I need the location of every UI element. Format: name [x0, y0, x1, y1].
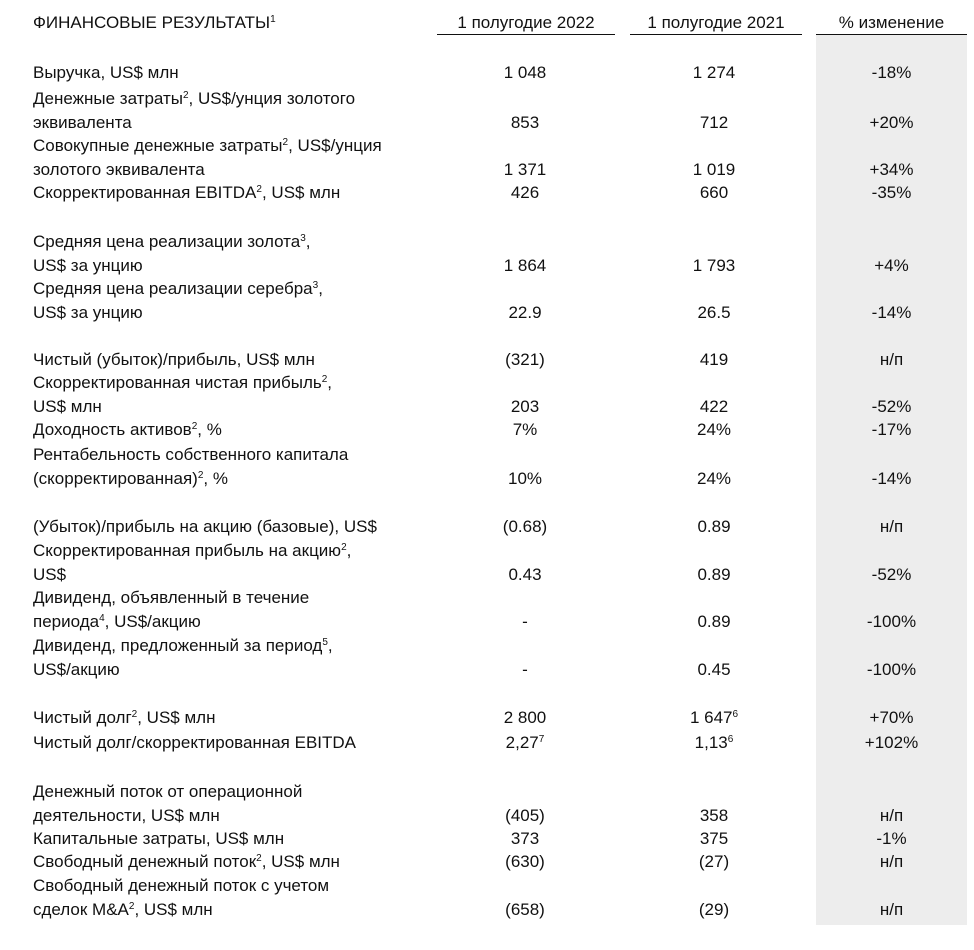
- value-change-text: +4%: [874, 255, 909, 275]
- table-row: [0, 418, 974, 442]
- value-2022: [445, 515, 605, 539]
- value-2021: [634, 563, 794, 587]
- value-change: [816, 348, 967, 372]
- value-2022-text: 1 048: [503, 63, 547, 82]
- value-2021: [634, 731, 794, 755]
- value-2022-text: 373: [510, 829, 540, 848]
- row-label-line: [33, 586, 453, 610]
- value-2022-text: 2,27: [505, 733, 539, 752]
- table-title: ФИНАНСОВЫЕ РЕЗУЛЬТАТЫ$^1$: [33, 13, 276, 32]
- value-2021-text: 0.89: [697, 564, 731, 584]
- row-label: [33, 539, 453, 586]
- value-2022: [445, 731, 605, 755]
- value-2021-text: 375: [699, 829, 729, 848]
- value-change-text: -14%: [871, 468, 912, 488]
- value-change: [816, 563, 967, 587]
- table-row: [0, 61, 974, 85]
- value-change-text: -1%: [876, 829, 907, 848]
- value-2021: [634, 804, 794, 828]
- value-2022: [445, 898, 605, 922]
- value-2021: [634, 610, 794, 634]
- value-2021: [634, 158, 794, 182]
- value-2021: [634, 254, 794, 278]
- row-label-line: [33, 230, 453, 254]
- row-label-line: [33, 277, 453, 301]
- value-2022-text: 203: [510, 396, 540, 416]
- row-label-line: [33, 87, 453, 111]
- row-label-text: сделок M&A: [33, 899, 129, 919]
- row-label-text: , US$ млн: [261, 852, 340, 871]
- footnote-marker: 5: [322, 637, 328, 648]
- value-change: [816, 898, 967, 922]
- row-label-text: , US$ млн: [261, 183, 341, 202]
- row-label: [33, 850, 453, 874]
- value-change: [816, 418, 967, 442]
- column-header-2022: 1 полугодие 2022: [437, 13, 615, 35]
- value-change: [816, 158, 967, 182]
- row-label-text: , US$ млн: [137, 708, 216, 727]
- value-2022: [445, 61, 605, 85]
- row-label-text: (скорректированная): [33, 468, 198, 488]
- value-change-text: -52%: [871, 564, 912, 584]
- table-row: [0, 348, 974, 372]
- row-label-line: [33, 706, 453, 730]
- value-2021-text: 422: [699, 396, 729, 416]
- row-label-line: [33, 874, 453, 898]
- value-2021-text: (29): [698, 899, 730, 919]
- footnote-marker: 2: [131, 709, 138, 720]
- value-change: [816, 301, 967, 325]
- value-2022: [445, 181, 605, 205]
- value-2022-text: (630): [505, 852, 545, 871]
- table-row: [0, 181, 974, 205]
- row-label-text: Скорректированная прибыль на акцию: [33, 541, 342, 560]
- value-2022-text: 426: [510, 183, 540, 202]
- value-change: [816, 706, 967, 730]
- value-2022-text: -: [522, 659, 528, 679]
- row-label-text: Скорректированная чистая прибыль: [33, 373, 322, 392]
- value-2021-text: 712: [699, 112, 729, 132]
- value-change: [816, 850, 967, 874]
- value-change-text: н/п: [879, 899, 904, 919]
- row-label-text: US$ млн: [33, 396, 102, 416]
- value-2021-text: 1 019: [692, 159, 736, 179]
- row-label-text: периода: [33, 611, 100, 631]
- footnote-marker: 4: [99, 612, 105, 624]
- value-change: [816, 181, 967, 205]
- row-label: [33, 348, 453, 372]
- row-label-line: [33, 563, 453, 587]
- table-row: [0, 586, 974, 633]
- value-2022: [445, 111, 605, 135]
- footnote-marker: 2: [182, 90, 189, 101]
- value-2022-text: 853: [510, 112, 540, 132]
- value-change-text: -17%: [871, 420, 912, 439]
- row-label-line: [33, 158, 453, 182]
- row-label: [33, 181, 453, 205]
- row-label-text: ,: [327, 636, 333, 655]
- value-change-text: -14%: [871, 302, 912, 322]
- row-label-text: Свободный денежный поток: [33, 852, 257, 871]
- row-label-text: Средняя цена реализации золота: [33, 232, 301, 251]
- value-2021: [634, 181, 794, 205]
- value-2022: [445, 827, 605, 851]
- value-change-text: н/п: [879, 805, 904, 825]
- value-2022-text: -: [522, 611, 528, 631]
- value-change-text: -100%: [866, 659, 917, 679]
- value-2022: [445, 658, 605, 682]
- row-label-line: [33, 780, 453, 804]
- value-change: [816, 658, 967, 682]
- value-2022: [445, 395, 605, 419]
- row-label-text: эквивалента: [33, 112, 132, 132]
- row-label-text: ,: [318, 279, 323, 298]
- row-label: [33, 827, 453, 851]
- row-label-text: ,: [327, 373, 333, 392]
- value-2022: [445, 418, 605, 442]
- row-label: [33, 443, 453, 490]
- value-2021: [634, 348, 794, 372]
- row-label: [33, 87, 453, 134]
- value-change-text: -100%: [866, 611, 917, 631]
- value-2021-text: 1,13: [694, 733, 728, 752]
- value-change-text: +34%: [869, 159, 914, 179]
- footnote-marker: 2: [191, 421, 198, 432]
- table-row: [0, 371, 974, 418]
- value-2021-text: 419: [699, 350, 729, 369]
- row-label-line: [33, 804, 453, 828]
- value-2021-text: 0.89: [697, 611, 731, 631]
- value-2022-text: 10%: [507, 468, 543, 488]
- table-row: [0, 539, 974, 586]
- row-label: [33, 61, 453, 85]
- value-change-text: +102%: [864, 733, 919, 752]
- value-2022-text: 2 800: [503, 708, 547, 727]
- row-label-line: [33, 539, 453, 563]
- footnote-marker: 2: [197, 469, 204, 481]
- table-row: [0, 634, 974, 681]
- row-label-line: [33, 850, 453, 874]
- row-label-text: деятельности, US$ млн: [33, 805, 220, 825]
- row-label: [33, 515, 453, 539]
- row-label-text: , US$/акцию: [104, 611, 201, 631]
- value-2021: [634, 850, 794, 874]
- value-2022-text: (405): [505, 805, 545, 825]
- value-2021: [634, 418, 794, 442]
- value-2021: [634, 111, 794, 135]
- row-label-line: [33, 301, 453, 325]
- table-row: [0, 515, 974, 539]
- row-label-line: [33, 181, 453, 205]
- footnote-marker: 3: [300, 233, 306, 244]
- value-2021: [634, 395, 794, 419]
- row-label-text: ,: [305, 232, 311, 251]
- table-row: [0, 827, 974, 851]
- row-label-text: ,: [346, 541, 352, 560]
- row-label-text: Выручка, US$ млн: [33, 63, 179, 82]
- value-2022-text: (658): [505, 899, 545, 919]
- value-change-text: +70%: [869, 708, 914, 727]
- row-label-text: Рентабельность собственного капитала: [33, 445, 349, 464]
- value-2021: [634, 467, 794, 491]
- value-change-text: -52%: [871, 396, 912, 416]
- footnote-marker: 2: [256, 853, 262, 864]
- footnote-marker: 2: [321, 374, 328, 385]
- value-change: [816, 254, 967, 278]
- row-label-text: Чистый долг: [33, 708, 132, 727]
- row-label-text: Капитальные затраты, US$ млн: [33, 829, 285, 848]
- row-label-line: [33, 443, 453, 467]
- row-label-text: US$ за унцию: [33, 255, 143, 275]
- value-change: [816, 610, 967, 634]
- row-label: [33, 418, 453, 442]
- row-label: [33, 134, 453, 181]
- value-2022: [445, 301, 605, 325]
- value-2022: [445, 348, 605, 372]
- value-2021: [634, 827, 794, 851]
- value-change-text: -35%: [871, 183, 912, 202]
- value-2021: [634, 301, 794, 325]
- table-row: [0, 706, 974, 730]
- row-label-text: Доходность активов: [33, 420, 192, 439]
- footnote-marker: 2: [341, 542, 347, 553]
- value-2022: [445, 804, 605, 828]
- table-row: [0, 443, 974, 490]
- row-label: [33, 706, 453, 730]
- row-label-line: [33, 467, 453, 491]
- row-label-text: Скорректированная EBITDA: [33, 183, 257, 202]
- value-change-text: н/п: [879, 517, 904, 536]
- footnote-marker: 2: [128, 900, 135, 912]
- row-label-text: , US$/унция золотого: [188, 89, 356, 108]
- value-change: [816, 61, 967, 85]
- row-label-text: Денежный поток от операционной: [33, 782, 303, 801]
- value-2022: [445, 158, 605, 182]
- value-2022: [445, 467, 605, 491]
- footnote-marker: 2: [282, 137, 289, 148]
- value-change: [816, 804, 967, 828]
- row-label-text: Средняя цена реализации серебра: [33, 279, 313, 298]
- footnote-marker: 3: [312, 280, 319, 291]
- value-2022: [445, 706, 605, 730]
- row-label-line: [33, 634, 453, 658]
- value-change: [816, 827, 967, 851]
- row-label-text: Дивиденд, объявленный в течение: [33, 588, 310, 607]
- row-label-line: [33, 898, 453, 922]
- row-label-line: [33, 111, 453, 135]
- row-label-line: [33, 731, 453, 755]
- table-row: [0, 230, 974, 277]
- value-2022-text: 0.43: [508, 564, 542, 584]
- row-label: [33, 230, 453, 277]
- row-label-text: , US$ млн: [134, 899, 213, 919]
- value-2021-text: 24%: [696, 420, 732, 439]
- table-row: [0, 850, 974, 874]
- column-header-change: % изменение: [816, 13, 967, 35]
- row-label-text: золотого эквивалента: [33, 159, 205, 179]
- row-label-text: US$: [33, 564, 67, 584]
- row-label-text: Совокупные денежные затраты: [33, 136, 283, 155]
- value-2021-text: 660: [699, 183, 729, 202]
- row-label-text: Чистый долг/скорректированная EBITDA: [33, 733, 357, 752]
- table-row: [0, 780, 974, 827]
- table-row: [0, 277, 974, 324]
- value-2022-text: (0.68): [502, 517, 548, 536]
- row-label-text: US$/акцию: [33, 659, 120, 679]
- value-change-text: -18%: [871, 63, 912, 82]
- value-2021: [634, 61, 794, 85]
- row-label-text: US$ за унцию: [33, 302, 143, 322]
- value-change: [816, 395, 967, 419]
- row-label: [33, 780, 453, 827]
- value-2022-text: 22.9: [508, 302, 542, 322]
- row-label-line: [33, 254, 453, 278]
- value-change: [816, 111, 967, 135]
- value-2022-text: 1 864: [503, 255, 547, 275]
- row-label-line: [33, 61, 453, 85]
- row-label-line: [33, 134, 453, 158]
- row-label: [33, 634, 453, 681]
- row-label-line: [33, 515, 453, 539]
- value-2022: [445, 610, 605, 634]
- value-2021: [634, 515, 794, 539]
- value-change: [816, 515, 967, 539]
- value-2021: [634, 706, 794, 730]
- value-2021: [634, 898, 794, 922]
- row-label: [33, 586, 453, 633]
- row-label: [33, 731, 453, 755]
- value-2022: [445, 254, 605, 278]
- table-row: [0, 87, 974, 134]
- row-label-text: , %: [203, 468, 228, 488]
- footnote-marker: 7: [538, 734, 545, 745]
- value-2021-text: 0.45: [697, 659, 731, 679]
- row-label-line: [33, 418, 453, 442]
- value-2021-text: 24%: [696, 468, 732, 488]
- footnote-marker: 6: [732, 709, 739, 720]
- value-2022: [445, 563, 605, 587]
- row-label-text: Свободный денежный поток с учетом: [33, 876, 330, 895]
- table-row: [0, 134, 974, 181]
- value-2021-text: 0.89: [697, 517, 731, 536]
- table-row: [0, 874, 974, 921]
- value-2021: [634, 658, 794, 682]
- row-label-line: [33, 348, 453, 372]
- row-label-line: [33, 827, 453, 851]
- row-label-text: Чистый (убыток)/прибыль, US$ млн: [33, 350, 315, 369]
- value-2021-text: (27): [698, 852, 730, 871]
- value-2022-text: (321): [505, 350, 545, 369]
- value-2021-text: 358: [699, 805, 729, 825]
- value-2021-text: 1 647: [689, 708, 733, 727]
- value-2022: [445, 850, 605, 874]
- value-change-text: +20%: [869, 112, 914, 132]
- value-2021-text: 26.5: [697, 302, 731, 322]
- row-label: [33, 277, 453, 324]
- column-header-2021: 1 полугодие 2021: [630, 13, 802, 35]
- value-change: [816, 731, 967, 755]
- row-label: [33, 874, 453, 921]
- table-row: [0, 731, 974, 755]
- footnote-marker: 2: [256, 184, 262, 195]
- value-2021-text: 1 793: [692, 255, 736, 275]
- row-label-text: Денежные затраты: [33, 89, 183, 108]
- value-2022-text: 7%: [512, 420, 538, 439]
- row-label-line: [33, 395, 453, 419]
- row-label-text: , US$/унция: [288, 136, 382, 155]
- row-label-text: (Убыток)/прибыль на акцию (базовые), US$: [33, 517, 377, 536]
- row-label-line: [33, 371, 453, 395]
- row-label-text: , %: [197, 420, 222, 439]
- row-label-line: [33, 610, 453, 634]
- value-change-text: н/п: [879, 350, 904, 369]
- footnote-marker: 6: [727, 734, 734, 745]
- value-2022-text: 1 371: [503, 159, 547, 179]
- row-label: [33, 371, 453, 418]
- value-change-text: н/п: [879, 852, 904, 871]
- row-label-line: [33, 658, 453, 682]
- value-2021-text: 1 274: [692, 63, 736, 82]
- row-label-text: Дивиденд, предложенный за период: [33, 636, 323, 655]
- value-change: [816, 467, 967, 491]
